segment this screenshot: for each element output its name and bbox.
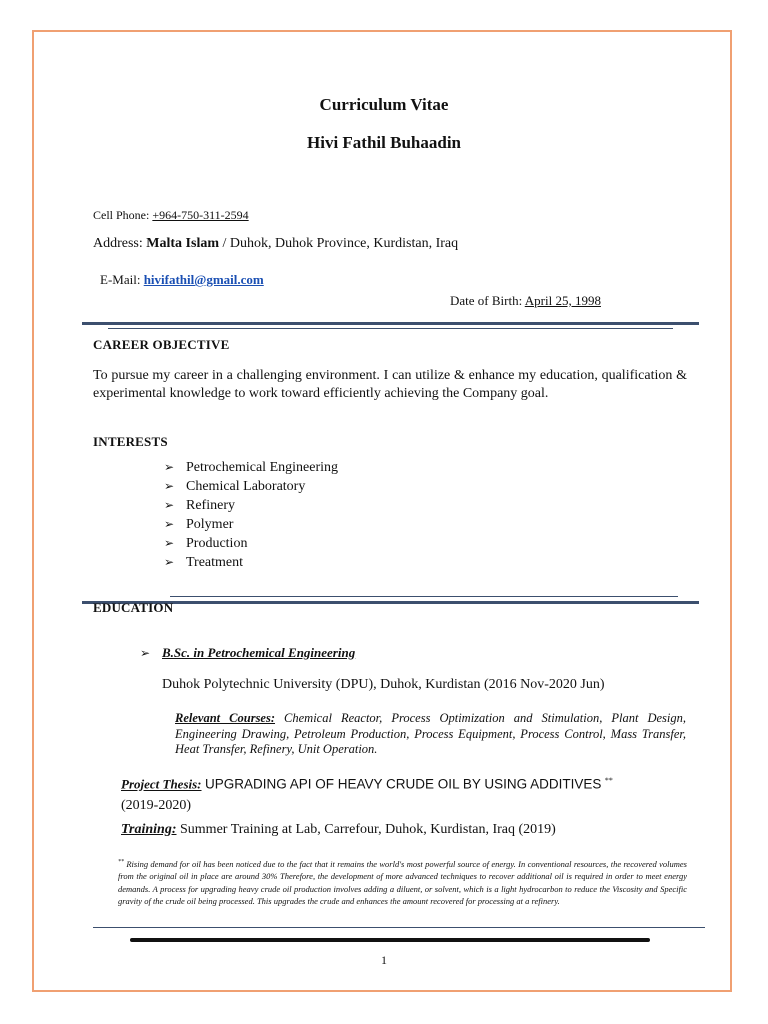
list-item	[164, 515, 338, 534]
interest-label: Polymer	[186, 516, 234, 532]
thesis-footnote-mark: **	[604, 776, 613, 785]
list-item	[164, 496, 338, 515]
career-objective-heading: CAREER OBJECTIVE	[93, 337, 230, 352]
dob-line	[450, 293, 601, 309]
courses-text: Chemical Reactor, Process Optimization and Stimulation, Plant Design, Engineering Drawing, Petroleum Production, Process Equipment, Process Control, Mass Transfer, Heat Transfer, Refinery, Unit Operation.	[175, 711, 686, 756]
interests-list	[164, 458, 338, 572]
arrow-bullet-icon: ➢	[164, 460, 175, 474]
list-item	[164, 553, 338, 572]
address-rest: / Duhok, Duhok Province, Kurdistan, Iraq	[219, 236, 459, 251]
address-street: Malta Islam	[146, 236, 219, 251]
section-divider-thin	[108, 328, 673, 329]
interest-label: Treatment	[186, 554, 244, 570]
thesis-years: (2019-2020)	[121, 797, 191, 813]
interest-label: Production	[186, 535, 248, 551]
arrow-bullet-icon: ➢	[140, 645, 151, 660]
document-title: Curriculum Vitae	[319, 95, 449, 114]
project-thesis	[121, 771, 691, 816]
section-divider	[82, 322, 699, 325]
interest-label: Refinery	[186, 497, 235, 513]
arrow-bullet-icon: ➢	[164, 498, 175, 512]
candidate-name: Hivi Fathil Buhaadin	[307, 133, 461, 152]
footnote-text: Rising demand for oil has been noticed due to the fact that it remains the world's most powerful source of energy. In conventional resources, the recovered volumes from the original oil in place are around 30% Therefore, the development of more advanced techniques to recover additional oil is required in order to meet energy demands. A process for upgrading heavy crude oil production involves adding a diluent, or solvent, which is a light hydrocarbon to reduce the Viscosity and Specific gravity of the crude oil being processed. This upgrades the crude and enhances the amount recovered for processing at a refinery.	[118, 858, 687, 907]
email-link[interactable]: hivifathil@gmail.com	[143, 272, 264, 287]
dob-label: Date of Birth:	[450, 293, 525, 308]
email-line	[100, 272, 264, 288]
cell-phone-line	[93, 208, 249, 223]
interest-label: Chemical Laboratory	[186, 478, 306, 494]
courses-label: Relevant Courses:	[175, 711, 276, 725]
training-line	[121, 822, 556, 838]
list-item	[164, 477, 338, 496]
university: Duhok Polytechnic University (DPU), Duhok, Kurdistan (2016 Nov-2020 Jun)	[162, 677, 605, 692]
career-objective-text: To pursue my career in a challenging environment. I can utilize & enhance my education, qualification & experimental knowledge to work toward efficiently achieving the Company goal.	[93, 368, 687, 401]
dob-value: April 25, 1998	[524, 293, 601, 308]
address-line	[93, 236, 458, 252]
arrow-bullet-icon: ➢	[164, 517, 175, 531]
address-label: Address:	[93, 236, 147, 251]
degree-title: B.Sc. in Petrochemical Engineering	[162, 645, 356, 660]
email-label: E-Mail:	[100, 272, 144, 287]
list-item	[164, 534, 338, 553]
page-number: 1	[381, 953, 387, 967]
page-border	[32, 30, 732, 992]
section-divider	[82, 601, 699, 604]
footer-divider	[93, 927, 705, 928]
degree-line	[140, 645, 355, 661]
education-heading: EDUCATION	[93, 600, 174, 615]
cell-phone-label: Cell Phone:	[93, 208, 153, 222]
cell-phone-value[interactable]: +964-750-311-2594	[152, 208, 249, 222]
thesis-label: Project Thesis:	[121, 776, 202, 792]
footnote-mark: **	[118, 859, 124, 865]
training-label: Training:	[121, 822, 177, 837]
arrow-bullet-icon: ➢	[164, 479, 175, 493]
arrow-bullet-icon: ➢	[164, 536, 175, 550]
arrow-bullet-icon: ➢	[164, 555, 175, 569]
footer-divider-thick	[130, 938, 650, 942]
interests-heading: INTERESTS	[93, 434, 168, 449]
relevant-courses	[175, 711, 686, 758]
interest-label: Petrochemical Engineering	[186, 459, 338, 475]
training-text: Summer Training at Lab, Carrefour, Duhok, Kurdistan, Iraq (2019)	[176, 822, 556, 837]
list-item	[164, 458, 338, 477]
footnote	[118, 856, 687, 908]
section-divider-thin	[170, 596, 678, 597]
thesis-title: UPGRADING API OF HEAVY CRUDE OIL BY USING ADDITIVES	[205, 776, 602, 792]
